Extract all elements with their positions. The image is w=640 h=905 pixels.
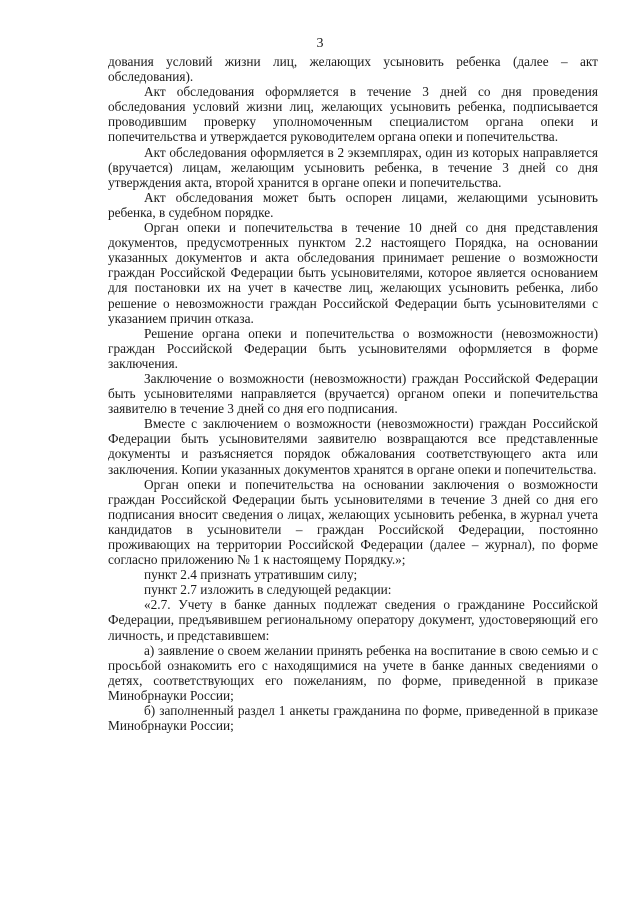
paragraph: Решение органа опеки и попечительства о возможности (невозможности) граждан Российской Федерации быть усыновителями оформляется в форме заключения. [108,325,598,371]
page-number: 3 [316,36,324,51]
paragraph: Орган опеки и попечительства в течение 10 дней со дня представления документов, предусмотренных пунктом 2.2 настоящего Порядка, на основании указанных документов и акта обследования принимает решение о возможности граждан Российской Федерации быть усыновителями, которое является основанием для постановки их на учет в качестве лиц, желающих усыновить ребенка, либо решение о невозможности граждан Российской Федерации быть усыновителями с указанием причин отказа. [108,220,598,326]
paragraph: «2.7. Учету в банке данных подлежат сведения о гражданине Российской Федерации, предъявившем региональному оператору документ, удостоверяющий его личность, и представившем: [108,597,598,643]
paragraph: Акт обследования оформляется в течение 3 дней со дня проведения обследования условий жизни лиц, желающих усыновить ребенка, подписывается проводившим проверку уполномоченным специалистом органа опеки и попечительства и утверждается руководителем органа опеки и попечительства. [108,84,598,145]
paragraph: пункт 2.7 изложить в следующей редакции: [144,582,392,598]
paragraph: Акт обследования может быть оспорен лицами, желающими усыновить ребенка, в судебном порядке. [108,189,598,220]
paragraph: а) заявление о своем желании принять ребенка на воспитание в свою семью и с просьбой ознакомить его с находящимися на учете в банке данных сведениями о детях, соответствующих его пожеланиям, по форме, приведенной в приказе Минобрнауки России; [108,642,598,703]
paragraph: б) заполненный раздел 1 анкеты гражданина по форме, приведенной в приказе Минобрнауки России; [108,703,598,734]
paragraph: Акт обследования оформляется в 2 экземплярах, один из которых направляется (вручается) лицам, желающим усыновить ребенка, в течение 3 дней со дня утверждения акта, второй хранится в органе опеки и попечительства. [108,144,598,190]
document-body [108,54,598,733]
paragraph: дования условий жизни лиц, желающих усыновить ребенка (далее – акт обследования). [108,54,598,85]
paragraph: Орган опеки и попечительства на основании заключения о возможности граждан Российской Федерации быть усыновителями в течение 3 дней со дня его подписания вносит сведения о лицах, желающих усыновить ребенка, в журнал учета кандидатов в усыновители – граждан Российской Федерации, постоянно проживающих на территории Российской Федерации (далее – журнал), по форме согласно приложению № 1 к настоящему Порядку.»; [108,476,598,568]
paragraph: Заключение о возможности (невозможности) граждан Российской Федерации быть усыновителями направляется (вручается) органом опеки и попечительства заявителю в течение 3 дней со дня его подписания. [108,370,598,417]
paragraph: Вместе с заключением о возможности (невозможности) граждан Российской Федерации быть усыновителями заявителю возвращаются все представленные документы и разъясняется порядок обжалования соответствующего акта или заключения. Копии указанных документов хранятся в органе опеки и попечительства. [108,416,598,477]
paragraph: пункт 2.4 признать утратившим силу; [144,567,358,583]
